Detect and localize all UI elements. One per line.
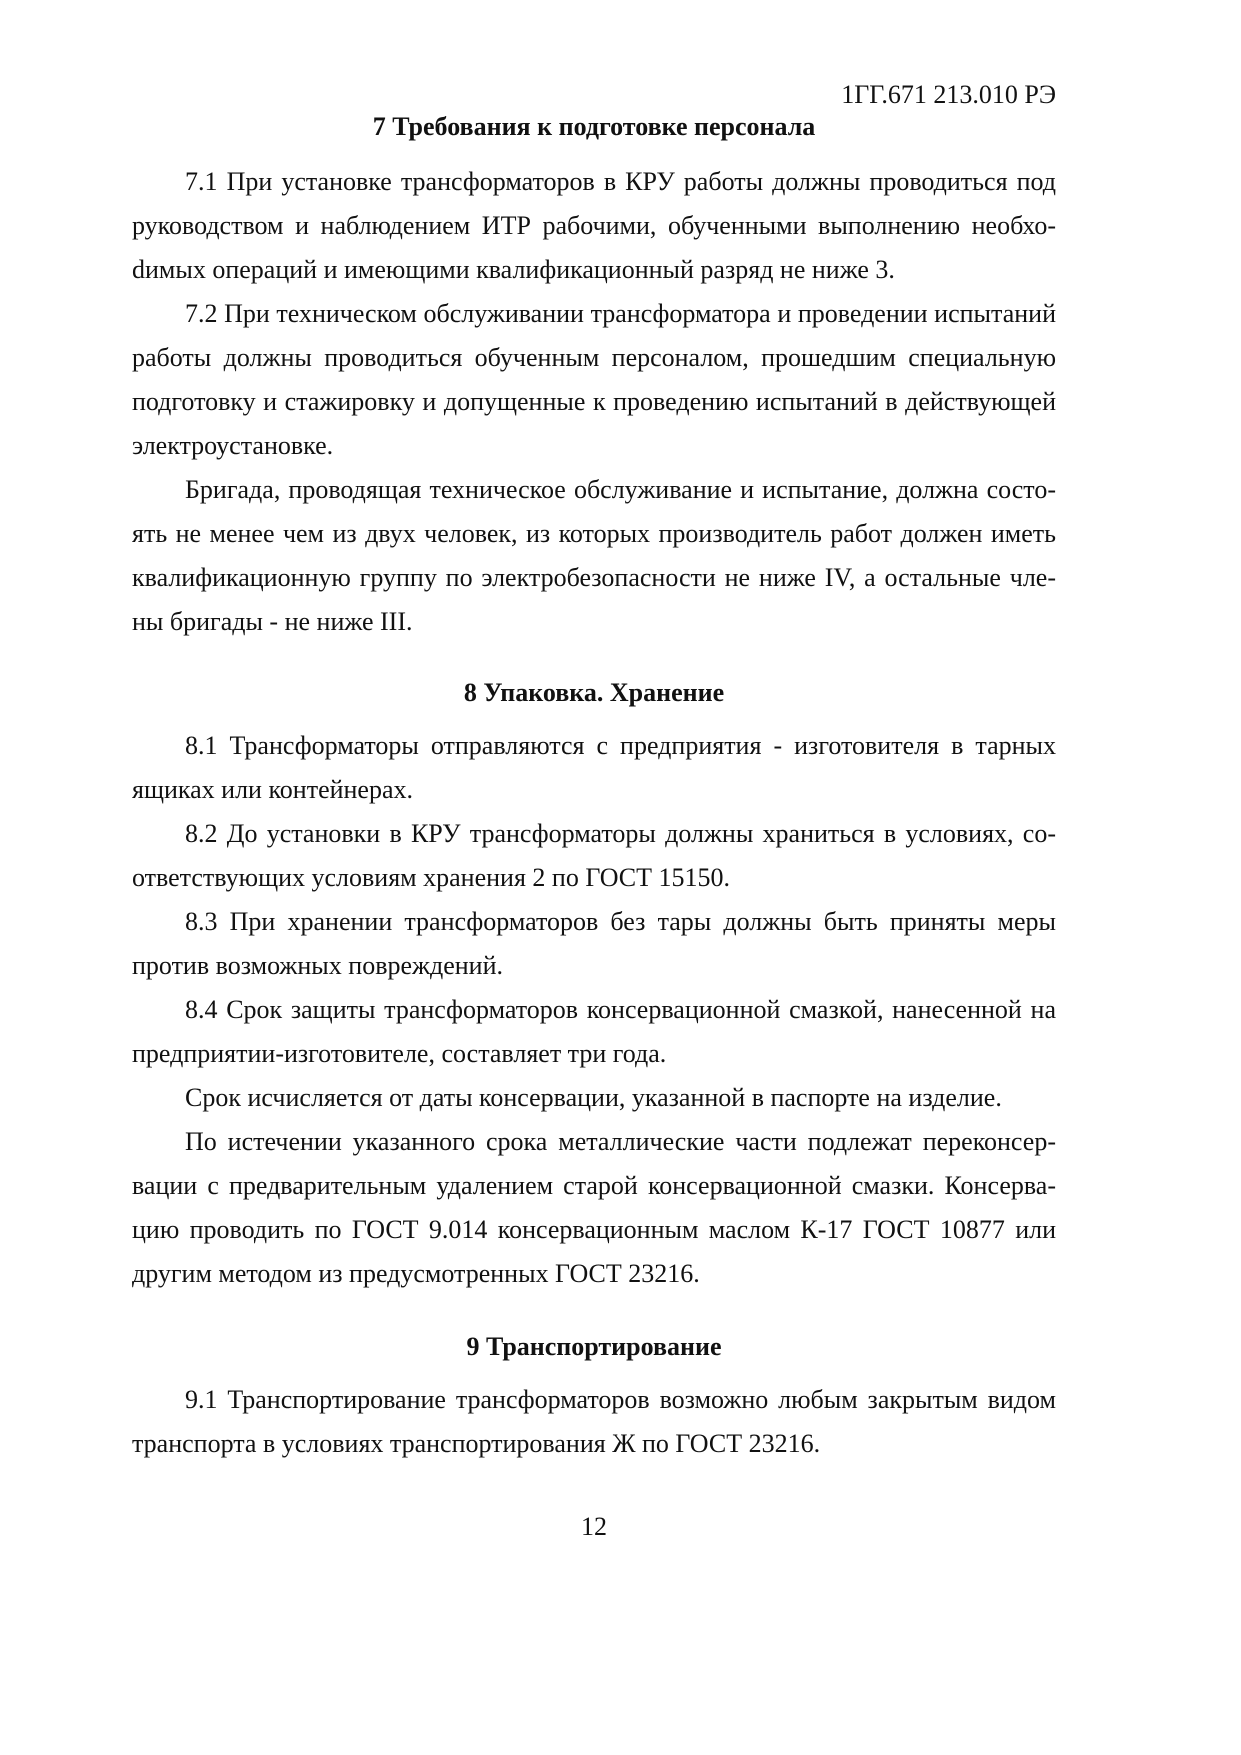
section-7-title: 7 Требования к подготовке персонала bbox=[372, 112, 816, 141]
document-number: 1ГГ.671 213.010 РЭ bbox=[841, 80, 1056, 109]
paragraph-8-2: 8.2 До установки в КРУ трансформаторы должны храниться в условиях, соответствующих условиям хранения 2 по ГОСТ 15150. bbox=[132, 819, 1056, 892]
paragraph-7-1: 7.1 При установке трансформаторов в КРУ работы должны проводиться под руководством и наблюдением ИТР рабочими, обученными выполнению необхоdимых операций и имеющими квалификационный разряд не ниже 3. bbox=[132, 167, 1056, 284]
section-8-title: 8 Упаковка. Хранение bbox=[463, 678, 725, 707]
paragraph-7-brigade: Бригада, проводящая техническое обслуживание и испытание, должна состоять не менее чем из двух человек, из которых производитель работ должен иметь квалификационную группу по электробезопасности не ниже IV, а остальные члены бригады - не ниже III. bbox=[132, 475, 1056, 636]
section-8-body bbox=[132, 724, 1056, 1296]
paragraph-8-reconservation: По истечении указанного срока металлические части подлежат переконсервации с предварительным удалением старой консервационной смазки. Консервацию проводить по ГОСТ 9.014 консервационным маслом К-17 ГОСТ 10877 или другим методом из предусмотренных ГОСТ 23216. bbox=[132, 1127, 1056, 1288]
paragraph-8-4: 8.4 Срок защиты трансформаторов консервационной смазкой, нанесенной на предприятии-изготовителе, составляет три года. bbox=[132, 995, 1056, 1068]
paragraph-9-1: 9.1 Транспортирование трансформаторов возможно любым закрытым видом транспорта в условиях транспортирования Ж по ГОСТ 23216. bbox=[132, 1385, 1056, 1458]
paragraph-8-1: 8.1 Трансформаторы отправляются с предприятия - изготовителя в тарных ящиках или контейнерах. bbox=[132, 731, 1056, 804]
section-7-body bbox=[132, 160, 1056, 644]
section-9-body bbox=[132, 1378, 1056, 1466]
page-number: 12 bbox=[581, 1512, 607, 1541]
section-9-title: 9 Транспортирование bbox=[466, 1332, 722, 1361]
paragraph-8-term: Срок исчисляется от даты консервации, указанной в паспорте на изделие. bbox=[185, 1083, 1002, 1112]
paragraph-7-2: 7.2 При техническом обслуживании трансформатора и проведении испытаний работы должны проводиться обученным персоналом, прошедшим специальную подготовку и стажировку и допущенные к проведению испытаний в действующей электроустановке. bbox=[132, 299, 1056, 460]
paragraph-8-3: 8.3 При хранении трансформаторов без тары должны быть приняты меры против возможных повреждений. bbox=[132, 907, 1056, 980]
